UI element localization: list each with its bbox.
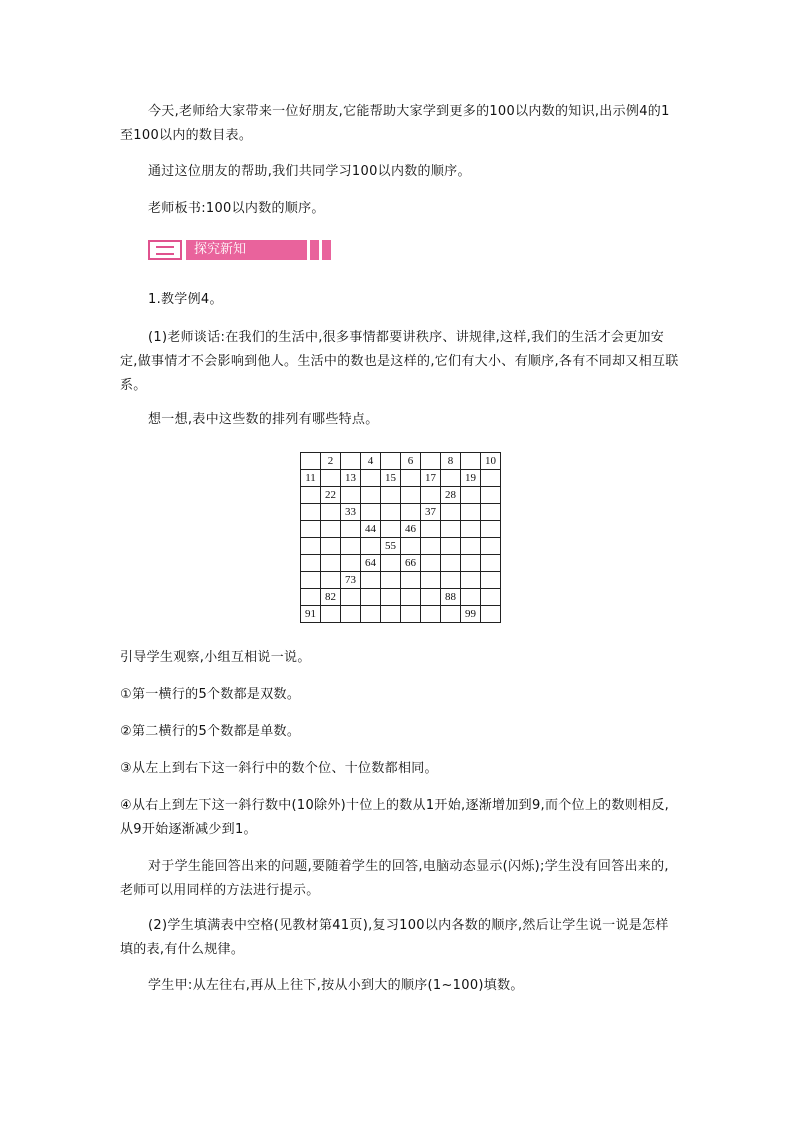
grid-cell [401,538,421,555]
grid-cell [381,606,401,623]
grid-cell: 19 [461,470,481,487]
grid-cell [301,521,321,538]
grid-cell [481,504,501,521]
grid-cell [301,487,321,504]
grid-cell: 73 [341,572,361,589]
grid-row [301,487,501,504]
grid-cell [341,606,361,623]
grid-cell [461,521,481,538]
grid-cell [401,589,421,606]
section-title-box [186,240,334,260]
grid-cell: 55 [381,538,401,555]
grid-row [301,606,501,623]
observation-1: ①第一横行的5个数都是双数。 [120,687,301,702]
grid-cell [361,487,381,504]
grid-cell [321,538,341,555]
teacher-talk-paragraph: (1)老师谈话:在我们的生活中,很多事情都要讲秩序、讲规律,这样,我们的生活才会更加安定,做事情才不会影响到他人。生活中的数也是这样的,它们有大小、有顺序,各有不同却又相互联系。 [120,330,679,393]
student-answer: 学生甲:从左往右,再从上往下,按从小到大的顺序(1~100)填数。 [148,978,524,993]
grid-cell [341,555,361,572]
grid-cell [341,487,361,504]
grid-cell [481,470,501,487]
grid-cell: 8 [441,453,461,470]
grid-cell [461,487,481,504]
grid-cell [301,572,321,589]
grid-cell: 82 [321,589,341,606]
grid-cell [481,538,501,555]
grid-cell [421,572,441,589]
grid-row [301,453,501,470]
grid-cell: 44 [361,521,381,538]
grid-cell [421,521,441,538]
intro-paragraph: 今天,老师给大家带来一位好朋友,它能帮助大家学到更多的100以内数的知识,出示例4的1至100以内的数目表。 [120,104,670,143]
grid-cell: 15 [381,470,401,487]
grid-cell [301,504,321,521]
decorative-stripes-icon [307,240,334,260]
example-heading: 1.教学例4。 [148,292,223,307]
grid-cell: 91 [301,606,321,623]
board-note-paragraph: 老师板书:100以内数的顺序。 [148,201,325,216]
grid-cell [481,555,501,572]
grid-cell [341,538,361,555]
grid-cell [321,521,341,538]
fill-grid-paragraph: (2)学生填满表中空格(见教材第41页),复习100以内各数的顺序,然后让学生说一说是怎样填的表,有什么规律。 [120,918,669,957]
observation-2: ②第二横行的5个数都是单数。 [120,724,301,739]
section-banner [148,240,334,260]
grid-cell [301,453,321,470]
grid-cell [361,606,381,623]
purpose-paragraph: 通过这位朋友的帮助,我们共同学习100以内数的顺序。 [148,164,471,179]
grid-cell: 2 [321,453,341,470]
grid-cell [321,606,341,623]
grid-cell [441,555,461,572]
guide-paragraph: 引导学生观察,小组互相说一说。 [120,650,311,665]
grid-cell [301,555,321,572]
grid-row [301,470,501,487]
grid-cell [461,589,481,606]
grid-cell [421,538,441,555]
grid-cell [381,555,401,572]
grid-cell [461,572,481,589]
grid-cell [441,504,461,521]
grid-cell: 33 [341,504,361,521]
grid-cell [321,572,341,589]
grid-cell: 66 [401,555,421,572]
grid-cell [441,521,461,538]
observation-3: ③从左上到右下这一斜行中的数个位、十位数都相同。 [120,761,438,776]
think-prompt: 想一想,表中这些数的排列有哪些特点。 [148,412,379,427]
grid-cell: 10 [481,453,501,470]
grid-cell [361,538,381,555]
grid-cell [461,538,481,555]
grid-cell [361,572,381,589]
observation-4: ④从右上到左下这一斜行数中(10除外)十位上的数从1开始,逐渐增加到9,而个位上的数则相反,从9开始逐渐减少到1。 [120,798,670,837]
grid-cell [341,453,361,470]
grid-cell: 37 [421,504,441,521]
grid-cell [321,504,341,521]
grid-cell: 13 [341,470,361,487]
grid-row [301,521,501,538]
grid-cell [401,504,421,521]
grid-row [301,504,501,521]
grid-cell [481,589,501,606]
grid-cell [441,572,461,589]
grid-cell: 28 [441,487,461,504]
grid-cell [381,453,401,470]
grid-cell [381,589,401,606]
grid-cell [321,470,341,487]
grid-cell [381,487,401,504]
grid-cell [421,606,441,623]
grid-cell [481,572,501,589]
grid-cell: 64 [361,555,381,572]
grid-cell [461,555,481,572]
feedback-paragraph: 对于学生能回答出来的问题,要随着学生的回答,电脑动态显示(闪烁);学生没有回答出来的,老师可以用同样的方法进行提示。 [120,859,669,898]
grid-row [301,572,501,589]
grid-cell: 4 [361,453,381,470]
grid-cell [481,606,501,623]
grid-cell [361,470,381,487]
section-number-icon [148,240,182,260]
grid-cell [461,453,481,470]
grid-cell [421,589,441,606]
grid-cell: 46 [401,521,421,538]
grid-cell [341,589,361,606]
grid-row [301,538,501,555]
grid-row [301,589,501,606]
grid-cell [361,589,381,606]
grid-cell [441,538,461,555]
grid-cell [381,504,401,521]
grid-cell: 88 [441,589,461,606]
grid-cell [401,487,421,504]
section-title: 探究新知 [194,242,247,257]
grid-cell [381,572,401,589]
grid-cell [401,470,421,487]
grid-cell [421,487,441,504]
grid-cell [381,521,401,538]
grid-cell [341,521,361,538]
grid-cell [441,606,461,623]
grid-cell [441,470,461,487]
grid-cell: 99 [461,606,481,623]
grid-cell [321,555,341,572]
grid-cell [361,504,381,521]
grid-cell [461,504,481,521]
grid-cell [421,555,441,572]
grid-cell [301,589,321,606]
grid-cell: 22 [321,487,341,504]
number-grid [300,452,501,623]
grid-cell [301,538,321,555]
grid-row [301,555,501,572]
grid-cell: 17 [421,470,441,487]
grid-cell [401,606,421,623]
grid-cell: 6 [401,453,421,470]
grid-cell [481,487,501,504]
grid-cell [421,453,441,470]
grid-cell [401,572,421,589]
grid-cell: 11 [301,470,321,487]
grid-cell [481,521,501,538]
